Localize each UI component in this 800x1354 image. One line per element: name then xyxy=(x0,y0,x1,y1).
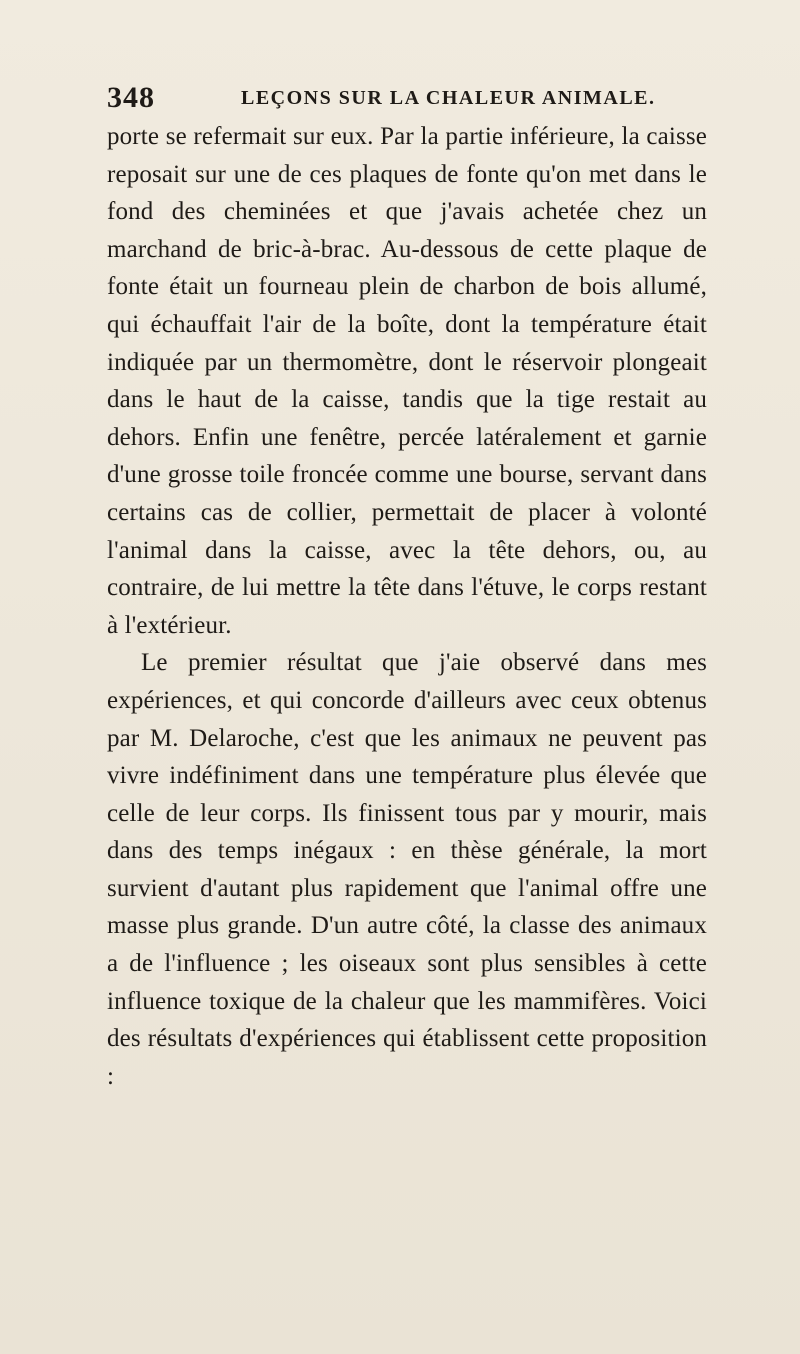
page-header xyxy=(107,76,707,120)
running-title: LEÇONS SUR LA CHALEUR ANIMALE. xyxy=(241,87,656,109)
paragraph-continued: porte se refermait sur eux. Par la partie inférieure, la caisse reposait sur une de ces plaques de fonte qu'on met dans le fond des cheminées et que j'avais achetée chez un marchand de bric-à-brac. Au-dessous de cette plaque de fonte était un fourneau plein de charbon de bois allumé, qui échauffait l'air de la boîte, dont la température était indiquée par un thermomètre, dont le réservoir plongeait dans le haut de la caisse, tandis que la tige restait au dehors. Enfin une fenêtre, percée latéralement et garnie d'une grosse toile froncée comme une bourse, servant dans certains cas de collier, permettait de placer à volonté l'animal dans la caisse, avec la tête dehors, ou, au contraire, de lui mettre la tête dans l'étuve, le corps restant à l'extérieur. xyxy=(107,123,707,639)
body-text xyxy=(107,118,707,1095)
paragraph: Le premier résultat que j'aie observé dans mes expériences, et qui concorde d'ailleurs avec ceux obtenus par M. Delaroche, c'est que les animaux ne peuvent pas vivre indéfiniment dans une température plus élevée que celle de leur corps. Ils finissent tous par y mourir, mais dans des temps inégaux : en thèse générale, la mort survient d'autant plus rapidement que l'animal offre une masse plus grande. D'un autre côté, la classe des animaux a de l'influence ; les oiseaux sont plus sensibles à cette influence toxique de la chaleur que les mammifères. Voici des résultats d'expériences qui établissent cette proposition : xyxy=(107,649,707,1090)
page-number: 348 xyxy=(107,81,155,114)
